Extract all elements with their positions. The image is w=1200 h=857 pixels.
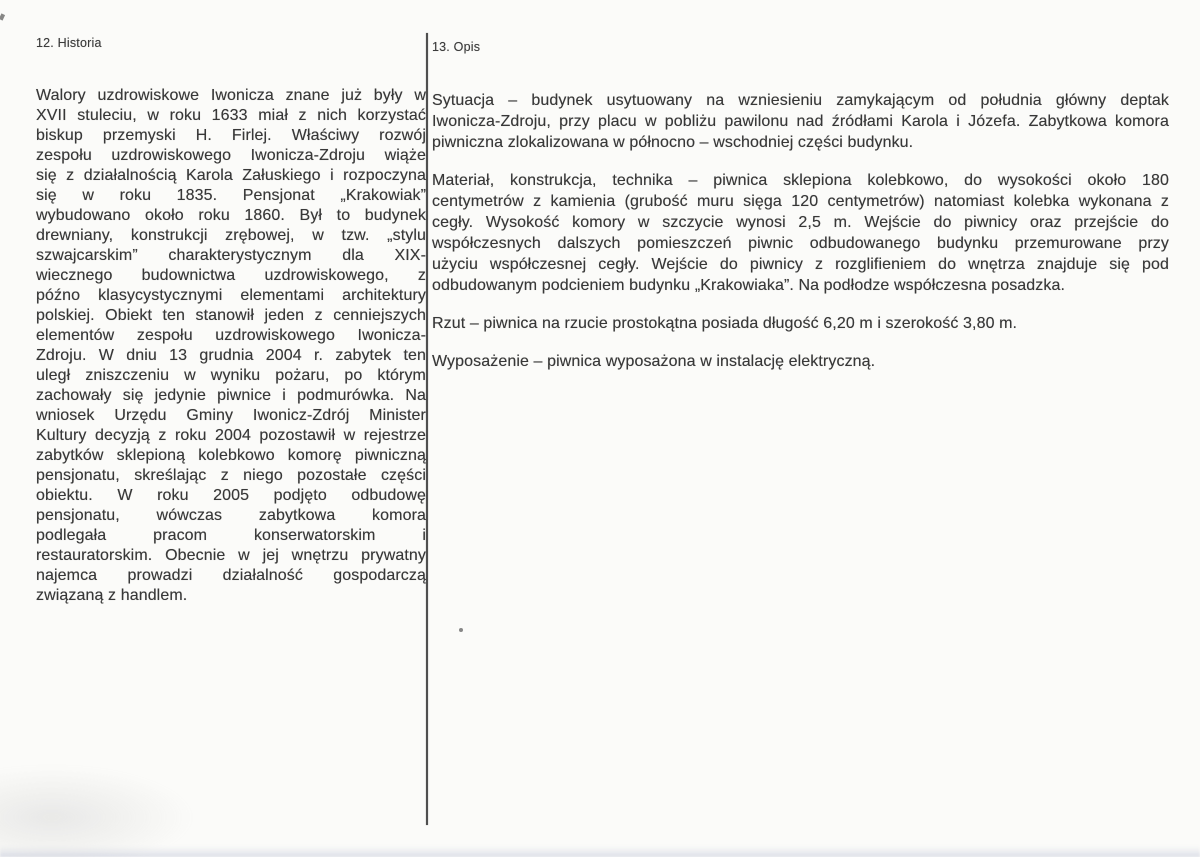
scan-artifact-bottom-strip	[0, 845, 1200, 857]
text-line: Zdroju. W dniu 13 grudnia 2004 r. zabytek ten	[36, 347, 426, 364]
text-line: XVII stuleciu, w roku 1633 miał z nich korzystać	[36, 107, 426, 124]
text-line: szwajcarskim” charakterystycznym dla XIX-	[36, 247, 426, 264]
paragraph-rzut	[432, 313, 1169, 334]
text-line: polskiej. Obiekt ten stanowił jeden z cenniejszych	[36, 307, 426, 324]
text-line: zabytków sklepioną kolebkowo komorę piwniczną	[36, 447, 426, 464]
paragraph-wyposazenie	[432, 351, 1169, 372]
text-line: Materiał, konstrukcja, technika – piwnica sklepiona kolebkowo, do wysokości około 180	[432, 172, 1169, 189]
text-line: wniosek Urzędu Gminy Iwonicz-Zdrój Minister	[36, 407, 426, 424]
text-line: związaną z handlem.	[36, 587, 188, 604]
text-line: Iwonicza-Zdroju, przy placu w pobliżu pawilonu nad źródłami Karola i Józefa. Zabytkowa komora	[432, 113, 1169, 130]
section-heading-historia: 12. Historia	[36, 36, 102, 50]
text-line: wiecznego budownictwa uzdrowiskowego, z	[36, 267, 426, 284]
text-line: uległ zniszczeniu w wyniku pożaru, po którym	[36, 367, 426, 384]
scan-speck-dot	[459, 628, 463, 632]
text-line: wybudowano około roku 1860. Był to budynek	[36, 207, 426, 224]
text-line: cegły. Wysokość komory w szczycie wynosi 2,5 m. Wejście do piwnicy oraz przejście do	[432, 214, 1169, 231]
text-line: się z działalnością Karola Załuskiego i rozpoczyna	[36, 167, 426, 184]
section-heading-opis: 13. Opis	[432, 40, 481, 54]
text-line: zachowały się jedynie piwnice i podmurówka. Na	[36, 387, 426, 404]
text-line: restauratorskim. Obecnie w jej wnętrzu prywatny	[36, 547, 426, 564]
text-line: pensjonatu, wówczas zabytkowa komora	[36, 507, 426, 524]
text-line: współczesnych dalszych pomieszczeń piwnic odbudowanego budynku przemurowane przy	[432, 235, 1169, 252]
text-line: Sytuacja – budynek usytuowany na wzniesieniu zamykającym od południa główny deptak	[432, 92, 1169, 109]
text-line: Kultury decyzją z roku 2004 pozostawił w rejestrze	[36, 427, 426, 444]
paragraph-sytuacja	[432, 90, 1169, 153]
text-line: zespołu uzdrowiskowego Iwonicza-Zdroju wiąże	[36, 147, 426, 164]
text-line: Wyposażenie – piwnica wyposażona w instalację elektryczną.	[432, 353, 876, 370]
text-line: piwniczna zlokalizowana w północno – wschodniej części budynku.	[432, 134, 914, 151]
historia-text-block	[36, 86, 426, 606]
column-divider-line	[426, 33, 428, 825]
text-line: biskup przemyski H. Firlej. Właściwy rozwój	[36, 127, 426, 144]
text-line: odbudowanym podcieniem budynku „Krakowiaka”. Na podłodze współczesna posadzka.	[432, 277, 1066, 294]
text-line: Walory uzdrowiskowe Iwonicza znane już były w	[36, 87, 426, 104]
text-line: elementów zespołu uzdrowiskowego Iwonicza-	[36, 327, 426, 344]
text-line: się w roku 1835. Pensjonat „Krakowiak”	[36, 187, 426, 204]
scan-speck-left-edge	[0, 13, 5, 20]
text-line: Rzut – piwnica na rzucie prostokątna posiada długość 6,20 m i szerokość 3,80 m.	[432, 315, 1018, 332]
text-line: drewniany, konstrukcji zrębowej, w tzw. „stylu	[36, 227, 426, 244]
text-line: centymetrów z kamienia (grubość muru sięga 120 centymetrów) natomiast kolebka wykonana z	[432, 193, 1169, 210]
text-line: użyciu współczesnej cegły. Wejście do piwnicy z rozglifieniem do wnętrza znajduje się pod	[432, 256, 1169, 273]
text-line: obiektu. W roku 2005 podjęto odbudowę	[36, 487, 426, 504]
text-line: najemca prowadzi działalność gospodarczą	[36, 567, 426, 584]
opis-text-block	[432, 90, 1169, 389]
text-line: pensjonatu, skreślając z niego pozostałe części	[36, 467, 426, 484]
paragraph-material-konstrukcja-technika	[432, 170, 1169, 296]
text-line: późno klasycystycznymi elementami architektury	[36, 287, 426, 304]
text-line: podlegała pracom konserwatorskim i	[36, 527, 426, 544]
scan-smudge-bottom-left	[0, 765, 195, 857]
